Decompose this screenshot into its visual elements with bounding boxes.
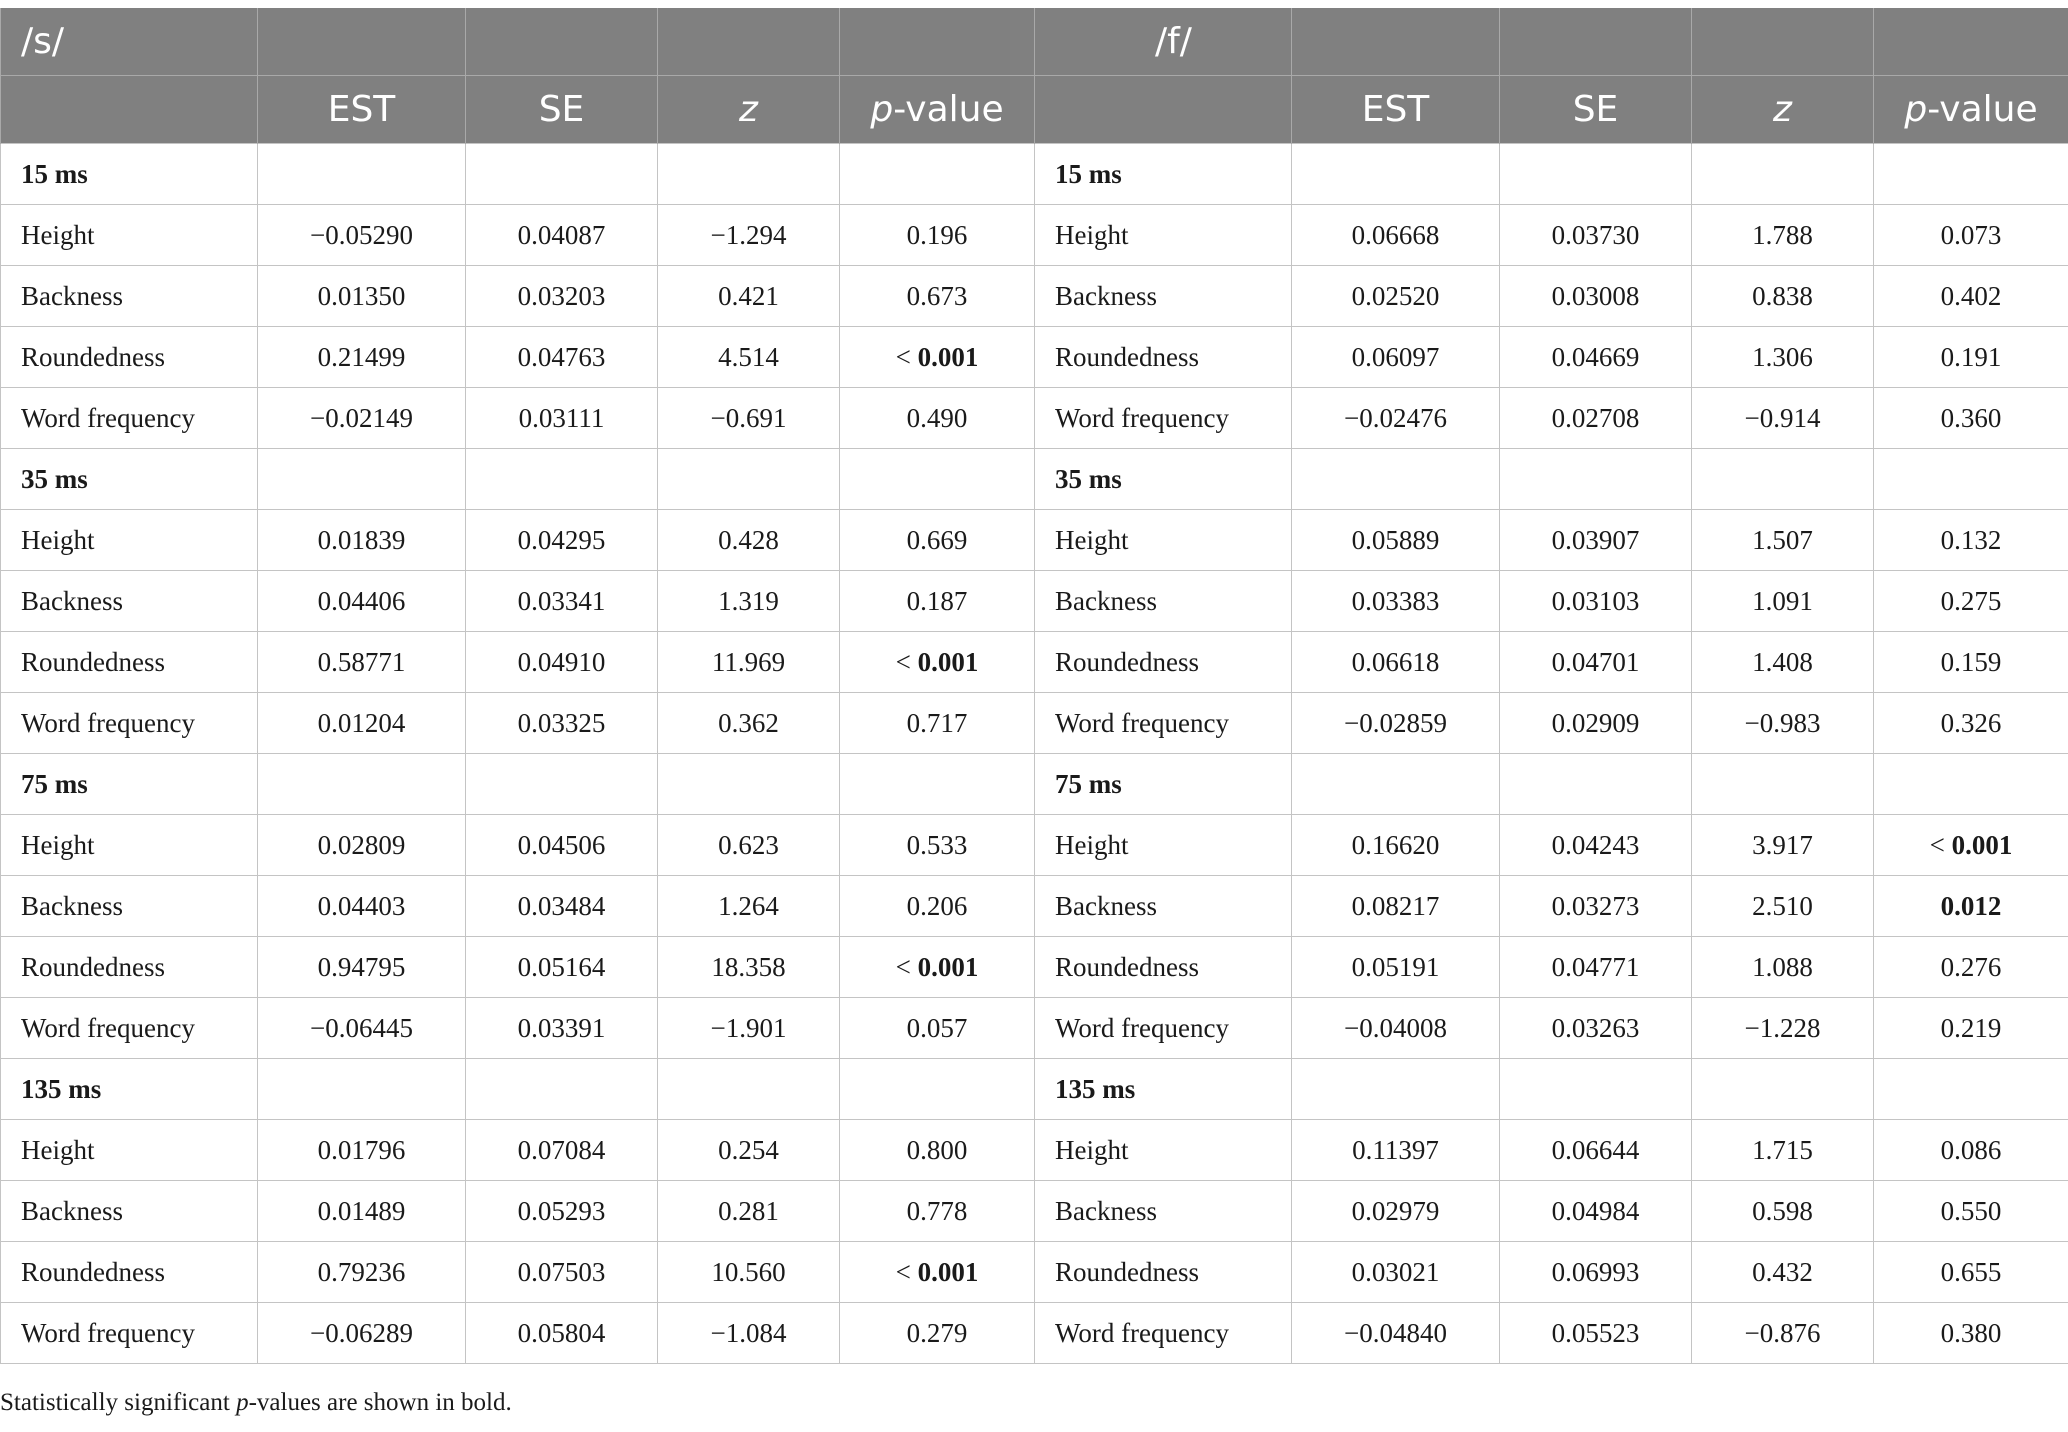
empty-cell <box>840 754 1035 815</box>
est-cell: 0.04403 <box>258 876 466 937</box>
se-cell: 0.03203 <box>466 266 658 327</box>
est-cell: −0.06445 <box>258 998 466 1059</box>
col-header-se: SE <box>466 76 658 144</box>
p-value-cell <box>840 571 1035 632</box>
p-value-cell <box>840 937 1035 998</box>
p-value-cell <box>840 1120 1035 1181</box>
p-value: 0.360 <box>1940 402 2002 433</box>
p-value: 0.073 <box>1940 219 2002 250</box>
est-cell: −0.02476 <box>1292 388 1500 449</box>
section-label: 75 ms <box>1035 754 1292 815</box>
section-label: 135 ms <box>1035 1059 1292 1120</box>
empty-cell <box>1692 449 1874 510</box>
p-value: 0.673 <box>906 280 968 311</box>
predictor-label: Word frequency <box>1035 998 1292 1059</box>
p-value-significant: 0.001 <box>917 646 979 677</box>
se-cell: 0.03103 <box>1500 571 1692 632</box>
predictor-label: Height <box>1 1120 258 1181</box>
z-cell: 0.362 <box>658 693 840 754</box>
empty-cell <box>658 144 840 205</box>
est-cell: 0.04406 <box>258 571 466 632</box>
empty-cell <box>258 449 466 510</box>
se-cell: 0.04701 <box>1500 632 1692 693</box>
est-cell: 0.94795 <box>258 937 466 998</box>
table-row <box>1 815 2068 876</box>
section-row <box>1 1059 2068 1120</box>
p-value-cell <box>1874 1303 2068 1364</box>
z-cell: 0.428 <box>658 510 840 571</box>
predictor-label: Backness <box>1 571 258 632</box>
p-value: 0.276 <box>1940 951 2002 982</box>
empty-cell <box>1500 449 1692 510</box>
z-cell: −1.901 <box>658 998 840 1059</box>
p-value: 0.132 <box>1940 524 2002 555</box>
est-cell: −0.06289 <box>258 1303 466 1364</box>
p-value-significant: 0.001 <box>917 341 979 372</box>
col-header-p-value <box>840 76 1035 144</box>
est-cell: 0.06618 <box>1292 632 1500 693</box>
est-cell: 0.01839 <box>258 510 466 571</box>
est-cell: 0.01204 <box>258 693 466 754</box>
z-cell: 0.281 <box>658 1181 840 1242</box>
z-cell: 0.432 <box>1692 1242 1874 1303</box>
z-cell: −0.876 <box>1692 1303 1874 1364</box>
table-row <box>1 1303 2068 1364</box>
p-value-cell <box>1874 815 2068 876</box>
table-row <box>1 1242 2068 1303</box>
z-cell: −0.691 <box>658 388 840 449</box>
se-cell: 0.07503 <box>466 1242 658 1303</box>
predictor-label: Roundedness <box>1 327 258 388</box>
se-cell: 0.03111 <box>466 388 658 449</box>
se-cell: 0.04763 <box>466 327 658 388</box>
predictor-label: Word frequency <box>1035 388 1292 449</box>
p-value-cell <box>1874 510 2068 571</box>
predictor-label: Roundedness <box>1 1242 258 1303</box>
predictor-label: Height <box>1035 205 1292 266</box>
col-header-z-text: z <box>1773 89 1792 130</box>
z-cell: 4.514 <box>658 327 840 388</box>
p-value: 0.057 <box>906 1012 968 1043</box>
table-row <box>1 1120 2068 1181</box>
footnote-italic-p: p <box>236 1389 249 1416</box>
se-cell: 0.04295 <box>466 510 658 571</box>
col-header-est: EST <box>258 76 466 144</box>
empty-cell <box>658 449 840 510</box>
results-table-container <box>0 8 2068 1364</box>
se-cell: 0.03008 <box>1500 266 1692 327</box>
empty-cell <box>258 144 466 205</box>
empty-cell <box>1692 754 1874 815</box>
p-value-cell <box>1874 266 2068 327</box>
header-empty-cell <box>1874 8 2068 76</box>
p-value-cell <box>840 632 1035 693</box>
predictor-label: Backness <box>1 266 258 327</box>
table-row <box>1 266 2068 327</box>
se-cell: 0.03484 <box>466 876 658 937</box>
section-label: 35 ms <box>1 449 258 510</box>
z-cell: 1.788 <box>1692 205 1874 266</box>
se-cell: 0.04984 <box>1500 1181 1692 1242</box>
p-value-cell <box>840 205 1035 266</box>
section-row <box>1 754 2068 815</box>
se-cell: 0.07084 <box>466 1120 658 1181</box>
z-cell: 1.088 <box>1692 937 1874 998</box>
section-label: 75 ms <box>1 754 258 815</box>
p-value-significant: 0.001 <box>917 1256 979 1287</box>
se-cell: 0.04087 <box>466 205 658 266</box>
p-value: 0.086 <box>1940 1134 2002 1165</box>
predictor-label: Roundedness <box>1 632 258 693</box>
header-row-columns <box>1 76 2068 144</box>
se-cell: 0.03273 <box>1500 876 1692 937</box>
col-header-p-value <box>1874 76 2068 144</box>
est-cell: −0.04008 <box>1292 998 1500 1059</box>
table-footnote <box>0 1389 512 1417</box>
z-cell: 0.254 <box>658 1120 840 1181</box>
table-row <box>1 998 2068 1059</box>
p-value-cell <box>1874 1242 2068 1303</box>
col-header-z <box>658 76 840 144</box>
se-cell: 0.03341 <box>466 571 658 632</box>
p-value-cell <box>1874 632 2068 693</box>
regression-results-table <box>0 8 2068 1364</box>
est-cell: 0.06097 <box>1292 327 1500 388</box>
est-cell: 0.08217 <box>1292 876 1500 937</box>
empty-cell <box>1292 449 1500 510</box>
z-cell: −1.228 <box>1692 998 1874 1059</box>
predictor-label: Backness <box>1 876 258 937</box>
empty-cell <box>466 144 658 205</box>
predictor-label: Word frequency <box>1 1303 258 1364</box>
z-cell: 1.408 <box>1692 632 1874 693</box>
empty-cell <box>1292 1059 1500 1120</box>
se-cell: 0.04506 <box>466 815 658 876</box>
predictor-label: Backness <box>1035 266 1292 327</box>
z-cell: −0.983 <box>1692 693 1874 754</box>
footnote-prefix: Statistically significant <box>0 1389 237 1416</box>
empty-cell <box>1692 144 1874 205</box>
table-row <box>1 876 2068 937</box>
est-cell: 0.03383 <box>1292 571 1500 632</box>
empty-cell <box>1874 754 2068 815</box>
p-value-cell <box>1874 388 2068 449</box>
se-cell: 0.05164 <box>466 937 658 998</box>
est-cell: 0.58771 <box>258 632 466 693</box>
p-value-cell <box>1874 998 2068 1059</box>
col-header-se: SE <box>1500 76 1692 144</box>
est-cell: 0.03021 <box>1292 1242 1500 1303</box>
section-row <box>1 449 2068 510</box>
table-row <box>1 205 2068 266</box>
est-cell: 0.02809 <box>258 815 466 876</box>
table-row <box>1 1181 2068 1242</box>
p-value-prefix: < <box>895 646 918 677</box>
p-value-cell <box>1874 205 2068 266</box>
predictor-label: Roundedness <box>1035 1242 1292 1303</box>
p-value: 0.326 <box>1940 707 2002 738</box>
section-label: 15 ms <box>1035 144 1292 205</box>
table-row <box>1 571 2068 632</box>
z-cell: 11.969 <box>658 632 840 693</box>
p-value-cell <box>840 327 1035 388</box>
p-value-cell <box>1874 693 2068 754</box>
p-value: 0.550 <box>1940 1195 2002 1226</box>
empty-cell <box>1292 144 1500 205</box>
section-label: 15 ms <box>1 144 258 205</box>
z-cell: −0.914 <box>1692 388 1874 449</box>
header-row-groups <box>1 8 2068 76</box>
p-value: 0.380 <box>1940 1317 2002 1348</box>
p-value-prefix: < <box>895 1256 918 1287</box>
se-cell: 0.06644 <box>1500 1120 1692 1181</box>
section-label: 35 ms <box>1035 449 1292 510</box>
se-cell: 0.03391 <box>466 998 658 1059</box>
est-cell: 0.05889 <box>1292 510 1500 571</box>
empty-cell <box>840 1059 1035 1120</box>
p-value: 0.717 <box>906 707 968 738</box>
table-body <box>1 144 2068 1364</box>
col-header-z-text: z <box>739 89 758 130</box>
p-value: 0.533 <box>906 829 968 860</box>
empty-cell <box>1500 144 1692 205</box>
z-cell: 0.598 <box>1692 1181 1874 1242</box>
predictor-label: Word frequency <box>1 388 258 449</box>
table-row <box>1 388 2068 449</box>
p-value-cell <box>840 876 1035 937</box>
predictor-label: Backness <box>1035 876 1292 937</box>
est-cell: 0.16620 <box>1292 815 1500 876</box>
predictor-label: Height <box>1 510 258 571</box>
p-value-cell <box>840 388 1035 449</box>
p-value: 0.191 <box>1940 341 2002 372</box>
z-cell: 1.306 <box>1692 327 1874 388</box>
z-cell: 1.264 <box>658 876 840 937</box>
z-cell: 10.560 <box>658 1242 840 1303</box>
group-header-f: /f/ <box>1035 8 1292 76</box>
header-empty-cell <box>466 8 658 76</box>
z-cell: 1.715 <box>1692 1120 1874 1181</box>
z-cell: 18.358 <box>658 937 840 998</box>
se-cell: 0.04910 <box>466 632 658 693</box>
z-cell: 2.510 <box>1692 876 1874 937</box>
empty-cell <box>258 1059 466 1120</box>
predictor-label: Roundedness <box>1 937 258 998</box>
empty-cell <box>466 1059 658 1120</box>
est-cell: −0.05290 <box>258 205 466 266</box>
empty-cell <box>258 754 466 815</box>
z-cell: 1.091 <box>1692 571 1874 632</box>
p-value-prefix: < <box>895 341 918 372</box>
p-value-cell <box>840 998 1035 1059</box>
est-cell: 0.06668 <box>1292 205 1500 266</box>
z-cell: 0.421 <box>658 266 840 327</box>
section-label: 135 ms <box>1 1059 258 1120</box>
est-cell: 0.01350 <box>258 266 466 327</box>
p-value: 0.206 <box>906 890 968 921</box>
p-value: 0.275 <box>1940 585 2002 616</box>
p-value-cell <box>1874 876 2068 937</box>
predictor-label: Roundedness <box>1035 327 1292 388</box>
predictor-label: Roundedness <box>1035 937 1292 998</box>
p-value: 0.402 <box>1940 280 2002 311</box>
est-cell: 0.02979 <box>1292 1181 1500 1242</box>
p-value-cell <box>1874 1120 2068 1181</box>
se-cell: 0.03263 <box>1500 998 1692 1059</box>
predictor-label: Height <box>1035 510 1292 571</box>
se-cell: 0.05804 <box>466 1303 658 1364</box>
p-value-significant: 0.012 <box>1940 890 2002 921</box>
est-cell: −0.02859 <box>1292 693 1500 754</box>
table-row <box>1 693 2068 754</box>
z-cell: −1.084 <box>658 1303 840 1364</box>
col-header-est: EST <box>1292 76 1500 144</box>
predictor-label: Height <box>1035 1120 1292 1181</box>
predictor-label: Backness <box>1035 571 1292 632</box>
p-value-cell <box>840 1242 1035 1303</box>
p-value: 0.778 <box>906 1195 968 1226</box>
se-cell: 0.04243 <box>1500 815 1692 876</box>
predictor-label: Height <box>1035 815 1292 876</box>
empty-cell <box>1292 754 1500 815</box>
empty-cell <box>466 449 658 510</box>
p-value-cell <box>840 266 1035 327</box>
group-header-s: /s/ <box>1 8 258 76</box>
p-value-prefix: < <box>895 951 918 982</box>
table-row <box>1 937 2068 998</box>
se-cell: 0.02708 <box>1500 388 1692 449</box>
est-cell: −0.02149 <box>258 388 466 449</box>
empty-cell <box>1874 1059 2068 1120</box>
table-header <box>1 8 2068 144</box>
header-empty-cell <box>1500 8 1692 76</box>
col-header-z <box>1692 76 1874 144</box>
footnote-suffix: -values are shown in bold. <box>248 1389 512 1416</box>
predictor-label: Word frequency <box>1 693 258 754</box>
empty-cell <box>840 449 1035 510</box>
p-value: 0.655 <box>1940 1256 2002 1287</box>
p-value-cell <box>840 510 1035 571</box>
est-cell: 0.01796 <box>258 1120 466 1181</box>
header-empty-cell <box>1035 76 1292 144</box>
p-value-cell <box>1874 571 2068 632</box>
se-cell: 0.04669 <box>1500 327 1692 388</box>
z-cell: 1.319 <box>658 571 840 632</box>
se-cell: 0.03730 <box>1500 205 1692 266</box>
empty-cell <box>466 754 658 815</box>
table-row <box>1 632 2068 693</box>
se-cell: 0.02909 <box>1500 693 1692 754</box>
p-value-cell <box>1874 327 2068 388</box>
empty-cell <box>1874 449 2068 510</box>
predictor-label: Height <box>1 205 258 266</box>
empty-cell <box>658 754 840 815</box>
header-empty-cell <box>1692 8 1874 76</box>
p-value-cell <box>840 1181 1035 1242</box>
p-value-prefix: < <box>1929 829 1952 860</box>
header-empty-cell <box>1 76 258 144</box>
header-empty-cell <box>658 8 840 76</box>
empty-cell <box>840 144 1035 205</box>
header-empty-cell <box>1292 8 1500 76</box>
se-cell: 0.06993 <box>1500 1242 1692 1303</box>
table-row <box>1 510 2068 571</box>
se-cell: 0.03325 <box>466 693 658 754</box>
predictor-label: Height <box>1 815 258 876</box>
est-cell: 0.21499 <box>258 327 466 388</box>
p-value-cell <box>1874 1181 2068 1242</box>
z-cell: −1.294 <box>658 205 840 266</box>
p-value-significant: 0.001 <box>1951 829 2013 860</box>
z-cell: 0.623 <box>658 815 840 876</box>
p-value: 0.196 <box>906 219 968 250</box>
section-row <box>1 144 2068 205</box>
p-value: 0.490 <box>906 402 968 433</box>
empty-cell <box>658 1059 840 1120</box>
p-value-significant: 0.001 <box>917 951 979 982</box>
p-value: 0.669 <box>906 524 968 555</box>
est-cell: 0.02520 <box>1292 266 1500 327</box>
z-cell: 0.838 <box>1692 266 1874 327</box>
z-cell: 1.507 <box>1692 510 1874 571</box>
p-value: 0.187 <box>906 585 968 616</box>
se-cell: 0.03907 <box>1500 510 1692 571</box>
est-cell: −0.04840 <box>1292 1303 1500 1364</box>
predictor-label: Word frequency <box>1035 1303 1292 1364</box>
predictor-label: Backness <box>1035 1181 1292 1242</box>
header-empty-cell <box>258 8 466 76</box>
col-header-p-suffix: -value <box>893 89 1004 130</box>
empty-cell <box>1874 144 2068 205</box>
est-cell: 0.11397 <box>1292 1120 1500 1181</box>
col-header-p-italic: p <box>1904 89 1928 130</box>
z-cell: 3.917 <box>1692 815 1874 876</box>
est-cell: 0.79236 <box>258 1242 466 1303</box>
col-header-p-italic: p <box>870 89 894 130</box>
se-cell: 0.05293 <box>466 1181 658 1242</box>
p-value: 0.219 <box>1940 1012 2002 1043</box>
predictor-label: Roundedness <box>1035 632 1292 693</box>
p-value: 0.159 <box>1940 646 2002 677</box>
empty-cell <box>1692 1059 1874 1120</box>
est-cell: 0.01489 <box>258 1181 466 1242</box>
p-value: 0.800 <box>906 1134 968 1165</box>
se-cell: 0.04771 <box>1500 937 1692 998</box>
predictor-label: Word frequency <box>1035 693 1292 754</box>
empty-cell <box>1500 1059 1692 1120</box>
header-empty-cell <box>840 8 1035 76</box>
table-row <box>1 327 2068 388</box>
col-header-p-suffix: -value <box>1927 89 2038 130</box>
predictor-label: Word frequency <box>1 998 258 1059</box>
p-value-cell <box>840 693 1035 754</box>
se-cell: 0.05523 <box>1500 1303 1692 1364</box>
p-value: 0.279 <box>906 1317 968 1348</box>
empty-cell <box>1500 754 1692 815</box>
est-cell: 0.05191 <box>1292 937 1500 998</box>
predictor-label: Backness <box>1 1181 258 1242</box>
p-value-cell <box>840 815 1035 876</box>
p-value-cell <box>840 1303 1035 1364</box>
p-value-cell <box>1874 937 2068 998</box>
